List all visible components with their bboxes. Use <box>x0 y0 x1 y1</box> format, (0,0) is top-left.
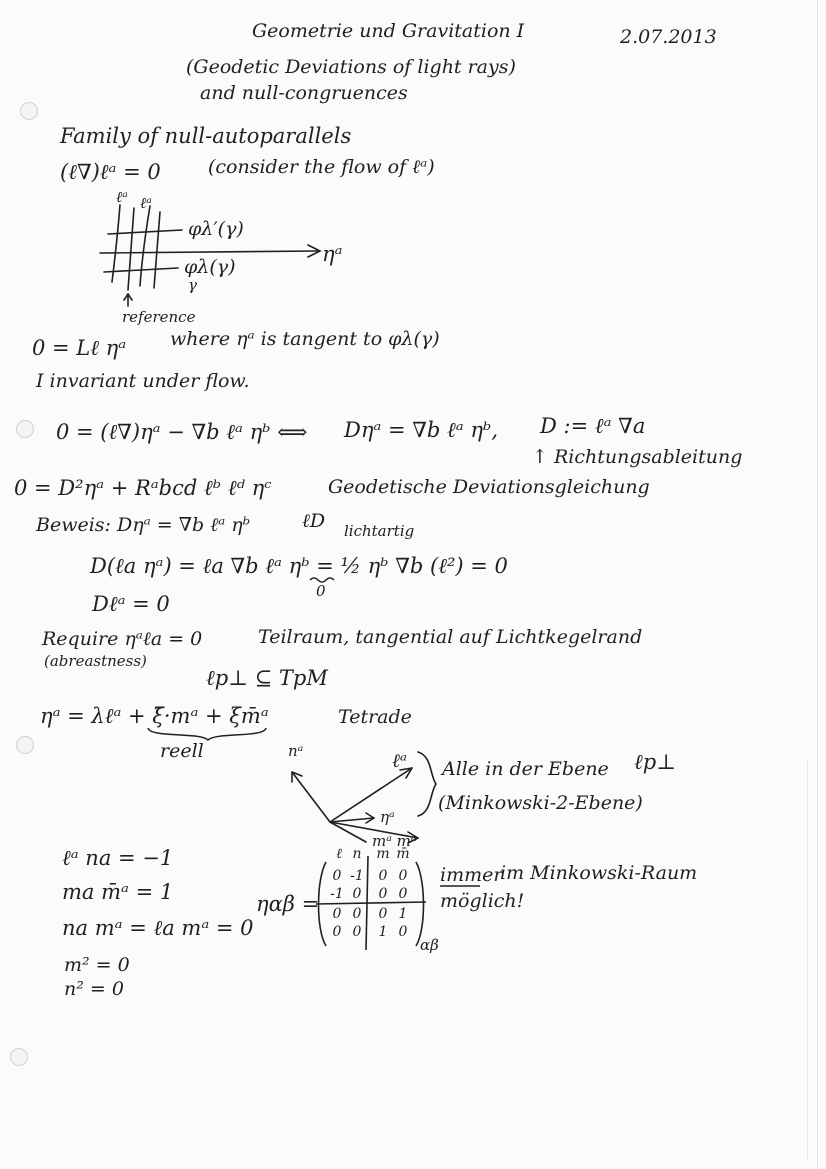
eta-axis <box>100 251 318 253</box>
matrix-cell: 0 <box>332 868 342 884</box>
matrix-cell: 0 <box>398 886 408 902</box>
geodesic-deviation-name: Geodetische Deviationsgleichung <box>328 476 650 498</box>
relation-m-squared: m² = 0 <box>64 954 130 976</box>
equation-geodesic-deviation: 0 = D²ηᵃ + Rᵃbcd ℓᵇ ℓᵈ ηᶜ <box>14 476 272 500</box>
tetrade-label: Tetrade <box>338 706 412 728</box>
immer-label: immer <box>440 864 503 886</box>
n-vector <box>292 772 330 822</box>
equation-flow: 0 = (ℓ∇)ηᵃ − ∇b ℓᵃ ηᵇ ⟺ <box>56 420 308 444</box>
tetrad-diagram <box>292 752 436 843</box>
equation-autoparallel: (ℓ∇)ℓᵃ = 0 <box>60 160 161 184</box>
require-line: Require ηᵃℓa = 0 <box>42 628 203 650</box>
eta-label: ηᵃ <box>322 242 343 266</box>
matrix-subscript: αβ <box>420 936 439 954</box>
gamma-label: γ <box>188 276 197 294</box>
matrix-cell: -1 <box>330 886 344 902</box>
equation-lie-derivative: 0 = Lℓ ηᵃ <box>32 336 127 360</box>
matrix-cell: 0 <box>352 886 362 902</box>
note-flow: (consider the flow of ℓᵃ) <box>208 156 435 178</box>
l-label-2: ℓᵃ <box>140 194 152 212</box>
brace <box>418 752 436 816</box>
l-D-label: ℓD <box>302 510 326 532</box>
phi-lambda-prime-label: φλ′(γ) <box>188 218 244 240</box>
relation-orthogonal: na mᵃ = ℓa mᵃ = 0 <box>62 916 254 940</box>
matrix-cell: 0 <box>378 906 388 922</box>
relation-n-squared: n² = 0 <box>64 978 124 1000</box>
equation-proof: D(ℓa ηᵃ) = ℓa ∇b ℓᵃ ηᵇ = ½ ηᵇ ∇b (ℓ²) = 0 <box>90 554 508 578</box>
reference-label: reference <box>122 308 196 326</box>
column-header: m <box>376 846 390 862</box>
eta-vector-label: ηᵃ <box>380 808 395 826</box>
null-geodesic-line <box>128 208 134 290</box>
matrix-cell: 0 <box>378 886 388 902</box>
zero-under-label: 0 <box>316 582 326 600</box>
subtitle-line-1: (Geodetic Deviations of light rays) <box>186 56 516 78</box>
teilraum-note: Teilraum, tangential auf Lichtkegelrand <box>258 626 643 648</box>
note-tangent: where ηᵃ is tangent to φλ(γ) <box>170 328 440 350</box>
equation-D-eta: Dηᵃ = ∇b ℓᵃ ηᵇ, <box>344 418 498 442</box>
l-vector-label: ℓᵃ <box>392 750 408 772</box>
beweis-line: Beweis: Dηᵃ = ∇b ℓᵃ ηᵇ <box>36 514 251 536</box>
page-title: Geometrie und Gravitation I <box>252 20 525 42</box>
l-vector <box>330 768 412 822</box>
relation-m-mbar: ma m̄ᵃ = 1 <box>62 880 174 904</box>
alle-in-der-ebene: Alle in der Ebene <box>442 758 609 780</box>
matrix-cell: 0 <box>398 868 408 884</box>
moeglich-label: möglich! <box>440 890 525 912</box>
l-label-1: ℓᵃ <box>116 188 128 206</box>
matrix-cell: 0 <box>352 924 362 940</box>
l-perp-label: ℓp⊥ <box>634 750 676 774</box>
underbrace-reell <box>148 728 266 740</box>
matrix-cell: 0 <box>352 906 362 922</box>
matrix-cell: 1 <box>378 924 388 940</box>
matrix-horizontal-divider <box>316 902 426 904</box>
matrix-cell: 0 <box>378 868 388 884</box>
subtitle-line-2: and null-congruences <box>200 82 408 104</box>
lichtartig-label: lichtartig <box>344 522 415 540</box>
relation-l-n: ℓᵃ na = −1 <box>62 846 174 870</box>
column-header: n <box>352 846 362 862</box>
minkowski-2-ebene: (Minkowski-2-Ebene) <box>438 792 643 814</box>
m-vector-label: mᵃ m̄ᵃ <box>372 832 417 850</box>
equation-D-ell: Dℓᵃ = 0 <box>92 592 170 616</box>
phi-lambda-label: φλ(γ) <box>184 256 236 278</box>
richtungsableitung-note: ↑ Richtungsableitung <box>532 446 743 468</box>
matrix-right-bracket <box>416 862 424 946</box>
matrix-cell: 0 <box>332 906 342 922</box>
date: 2.07.2013 <box>620 26 717 48</box>
matrix-cell: 0 <box>332 924 342 940</box>
definition-D: D := ℓᵃ ∇a <box>540 414 646 438</box>
invariant-note: I invariant under flow. <box>36 370 250 392</box>
column-header: m̄ <box>396 846 410 862</box>
metric-lhs: ηαβ = <box>256 892 320 916</box>
minkowski-raum-note: im Minkowski-Raum <box>500 862 698 884</box>
reell-label: reell <box>160 740 204 762</box>
matrix-cell: 1 <box>398 906 408 922</box>
subspace-relation: ℓp⊥ ⊆ TpM <box>206 666 328 690</box>
matrix-cell: -1 <box>350 868 364 884</box>
abreastness-label: (abreastness) <box>44 652 147 670</box>
column-header: ℓ <box>336 846 342 862</box>
n-vector-label: nᵃ <box>288 742 304 760</box>
matrix-cell: 0 <box>398 924 408 940</box>
null-geodesic-line <box>154 212 160 288</box>
heading-family: Family of null-autoparallels <box>60 124 352 148</box>
eta-decomposition: ηᵃ = λℓᵃ + ξ̄·mᵃ + ξm̄ᵃ <box>40 704 269 728</box>
null-geodesic-line <box>140 206 150 286</box>
